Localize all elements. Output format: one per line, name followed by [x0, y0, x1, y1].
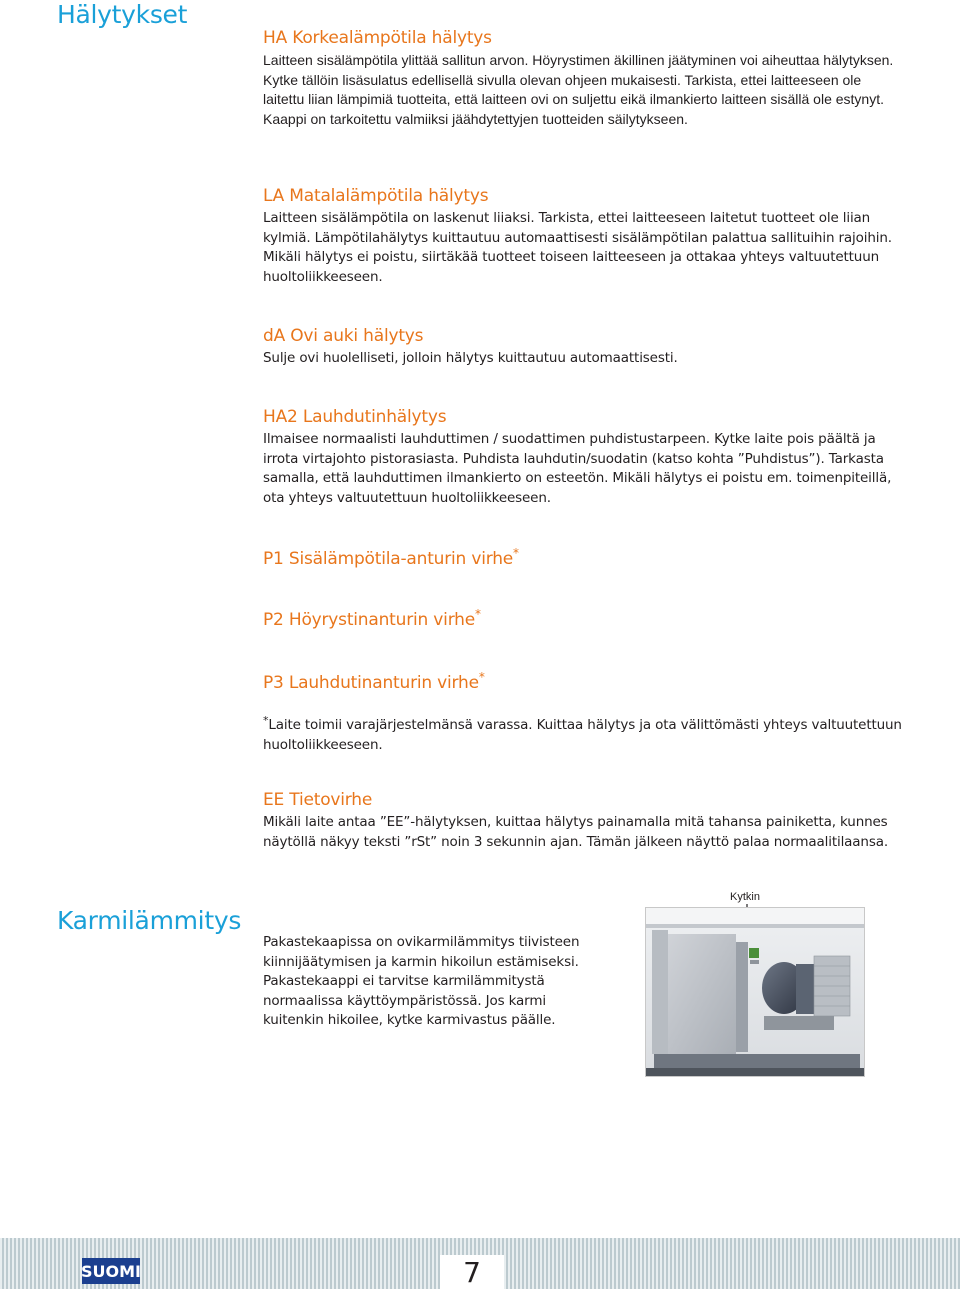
alarm-ha2-title: HA2 Lauhdutinhälytys: [263, 407, 447, 427]
footnote: [263, 711, 903, 755]
page-number: 7: [440, 1255, 504, 1289]
asterisk-mark: *: [475, 607, 481, 621]
cabinet-illustration: [646, 908, 864, 1076]
asterisk-mark: *: [513, 546, 519, 560]
sensor-error-p3-title: P3 Lauhdutinanturin virhe: [263, 673, 479, 693]
alarm-la: [263, 186, 903, 287]
photo-label: Kytkin: [730, 891, 760, 903]
data-error-text: Mikäli laite antaa ”EE”-hälytyksen, kuittaa hälytys painamalla mitä tahansa painiketta, kunnes näytöllä näkyy teksti ”rSt” noin 3 sekunnin ajan. Tämän jälkeen näyttö palaa normaalitilaansa.: [263, 814, 888, 850]
sensor-error-p3: [263, 670, 903, 696]
alarm-da-text: Sulje ovi huolelliseti, jolloin hälytys kuittautuu automaattisesti.: [263, 350, 678, 366]
alarm-ha-title: HA Korkealämpötila hälytys: [263, 28, 492, 48]
alarm-la-text: Laitteen sisälämpötila on laskenut liiaksi. Tarkista, ettei laitteeseen laitetut tuotteet ole liian kylmiä. Lämpötilahälytys kuittautuu automaattisesti sisälämpötilan palattua sallituihin rajoihin. Mikäli hälytys ei poistu, siirtäkää tuotteet toiseen laitteeseen ja ottakaa yhteys valtuutettuun huoltoliikkeeseen.: [263, 210, 892, 285]
sensor-error-p2: [263, 607, 903, 633]
data-error: [263, 790, 903, 852]
karmi-text: Pakastekaapissa on ovikarmilämmitys tiivisteen kiinnijäätymisen ja karmin hikoilun estämiseksi. Pakastekaappi ei tarvitse karmilämmitystä normaalissa käyttöympäristössä. Jos karmi kuitenkin hikoilee, kytke karmivastus päälle.: [263, 934, 580, 1028]
sensor-error-p1: [263, 546, 903, 572]
data-error-title: EE Tietovirhe: [263, 790, 373, 810]
alarm-ha2-text: Ilmaisee normaalisti lauhduttimen / suodattimen puhdistustarpeen. Kytke laite pois päältä ja irrota virtajohto pistorasiasta. Puhdista lauhdutin/suodatin (katso kohta ”Puhdistus”). Tarkasta samalla, että lauhduttimen ilmankierto on esteetön. Mikäli hälytys ei poistu em. toimenpiteillä, ota yhteys valtuutettuun huoltoliikkeeseen.: [263, 431, 892, 506]
footnote-text: Laite toimii varajärjestelmänsä varassa. Kuittaa hälytys ja ota välittömästi yhteys valtuutettuun huoltoliikkeeseen.: [263, 717, 902, 753]
footnote-mark: *: [263, 714, 269, 727]
alarm-ha-text: Laitteen sisälämpötila ylittää sallitun arvon. Höyrystimen äkillinen jäätyminen voi aiheuttaa hälytyksen. Kytke tällöin lisäsulatus edellisellä sivulla olevan ohjeen mukaisesti. Tarkista, ettei laitteeseen ole laitettu liian lämpimiä tuotteita, että laitteen ovi on suljettu eikä ilmankierto laitteen sisällä ole estynyt. Kaappi on tarkoitettu valmiiksi jäähdytettyjen tuotteiden säilytykseen.: [263, 52, 894, 127]
alarm-da: [263, 326, 903, 369]
switch-photo: [645, 907, 865, 1077]
karmi-section: [263, 933, 603, 1031]
alarm-ha2: [263, 407, 903, 508]
sensor-error-p2-title: P2 Höyrystinanturin virhe: [263, 610, 476, 630]
alarm-ha: [263, 28, 903, 129]
switch-mark: [749, 948, 759, 958]
sensor-error-p1-title: P1 Sisälämpötila-anturin virhe: [263, 549, 514, 569]
karmi-title: Karmilämmitys: [57, 906, 242, 935]
asterisk-mark: *: [478, 670, 485, 684]
alarm-la-title: LA Matalalämpötila hälytys: [263, 186, 489, 206]
alarm-da-title: dA Ovi auki hälytys: [263, 326, 424, 346]
language-badge: SUOMI: [82, 1258, 140, 1284]
sections-title: Hälytykset: [57, 0, 188, 29]
